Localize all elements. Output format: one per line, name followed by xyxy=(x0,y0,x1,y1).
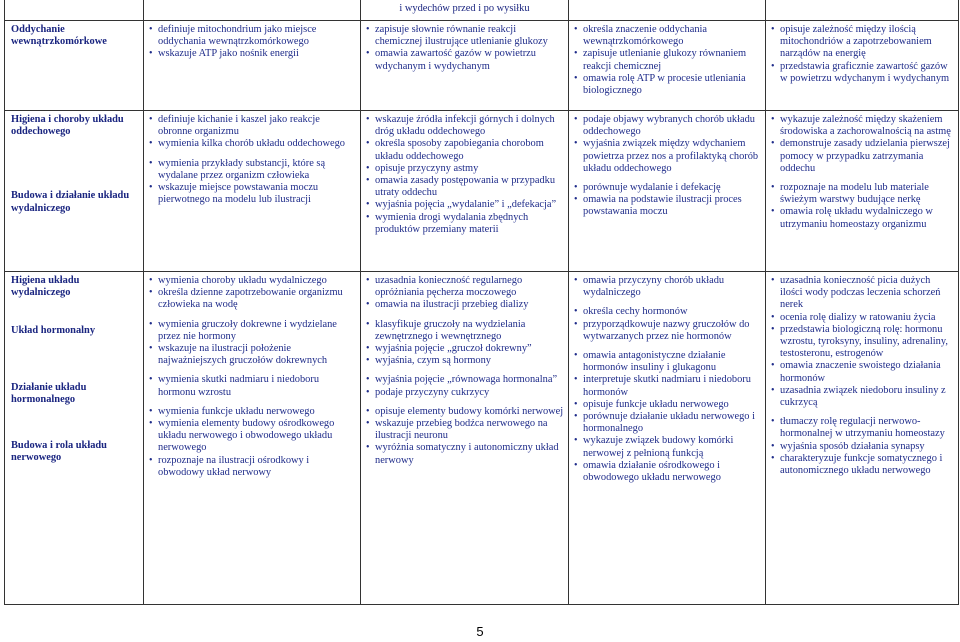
list-item: • rozpoznaje na ilustracji ośrodkowy i obwodowy układ nerwowy xyxy=(149,455,356,479)
list-item: • uzasadnia konieczność picia dużych ilości wody podczas leczenia schorzeń nerek xyxy=(771,275,954,312)
page-number: 5 xyxy=(476,624,484,639)
list-item: • wskazuje przebieg bodźca nerwowego na ilustracji neuronu xyxy=(366,418,564,442)
curriculum-table xyxy=(4,0,959,605)
list-item: • wskazuje na ilustracji położenie najważniejszych gruczołów dokrewnych xyxy=(149,343,356,367)
list-item: • wskazuje ATP jako nośnik energii xyxy=(149,48,356,60)
table-row xyxy=(5,272,959,605)
list-spacer xyxy=(149,399,356,406)
list-spacer xyxy=(366,312,564,319)
topic-title: Oddychanie wewnątrzkomórkowe xyxy=(11,24,107,48)
list-item: • definiuje kichanie i kaszel jako reakcje obronne organizmu xyxy=(149,114,356,138)
list-item: • wyjaśnia pojęcie „gruczoł dokrewny” xyxy=(366,343,564,355)
list-item: • omawia na podstawie ilustracji proces powstawania moczu xyxy=(574,194,761,218)
list-item: • omawia działanie ośrodkowego i obwodowego układu nerwowego xyxy=(574,460,761,484)
list-spacer xyxy=(366,399,564,406)
list-item: • wymienia drogi wydalania zbędnych produktów przemiany materii xyxy=(366,212,564,236)
list-item: • wymienia przykłady substancji, które są wydalane przez organizm człowieka xyxy=(149,158,356,182)
list-item: • opisuje przyczyny astmy xyxy=(366,163,564,175)
topic-title: Budowa i rola układu nerwowego xyxy=(11,440,107,464)
list-item: • określa znaczenie oddychania wewnątrzkomórkowego xyxy=(574,24,761,48)
list-item: • podaje przyczyny cukrzycy xyxy=(366,387,564,399)
requirement-list xyxy=(771,24,954,85)
list-item: • przyporządkowuje nazwy gruczołów do wytwarzanych przez nie hormonów xyxy=(574,319,761,343)
list-item: • demonstruje zasady udzielania pierwszej pomocy w przypadku zatrzymania oddechu xyxy=(771,138,954,175)
topic-title: Higiena i choroby układu oddechowego xyxy=(11,114,124,138)
requirement-list xyxy=(366,275,564,467)
list-spacer xyxy=(149,151,356,158)
requirements-cell xyxy=(569,111,766,272)
requirements-cell xyxy=(569,21,766,111)
list-spacer xyxy=(574,175,761,182)
requirements-cell xyxy=(569,272,766,605)
list-item: • określa cechy hormonów xyxy=(574,306,761,318)
requirements-cell xyxy=(766,111,959,272)
topic-cell xyxy=(5,272,144,605)
list-item: • wymienia gruczoły dokrewne i wydzielane przez nie hormony xyxy=(149,319,356,343)
table-row xyxy=(5,21,959,111)
requirement-list xyxy=(149,275,356,479)
requirement-list xyxy=(366,24,564,73)
topic-title: Działanie układu hormonalnego xyxy=(11,381,87,405)
requirements-cell xyxy=(361,111,569,272)
list-item: • opisuje elementy budowy komórki nerwowej xyxy=(366,406,564,418)
list-spacer xyxy=(149,367,356,374)
topic-title: Higiena układu wydalniczego xyxy=(11,275,80,299)
list-spacer xyxy=(574,343,761,350)
header-cell: i wydechów przed i po wysiłku xyxy=(361,0,569,21)
requirement-list xyxy=(574,114,761,219)
requirement-list xyxy=(771,114,954,231)
table-row xyxy=(5,111,959,272)
list-item: • przedstawia graficznie zawartość gazów w powietrzu wdychanym i wydychanym xyxy=(771,61,954,85)
list-item: • omawia znaczenie swoistego działania hormonów xyxy=(771,360,954,384)
list-item: • porównuje działanie układu nerwowego i hormonalnego xyxy=(574,411,761,435)
list-item: • wykazuje zależność między skażeniem środowiska a zachorowalnością na astmę xyxy=(771,114,954,138)
list-item: • wymienia funkcje układu nerwowego xyxy=(149,406,356,418)
list-item: • podaje objawy wybranych chorób układu oddechowego xyxy=(574,114,761,138)
list-item: • ocenia rolę dializy w ratowaniu życia xyxy=(771,312,954,324)
list-item: • wyjaśnia związek między wdychaniem powietrza przez nos a profilaktyką chorób układu oddechowego xyxy=(574,138,761,175)
list-item: • wyjaśnia pojęcie „równowaga hormonalna” xyxy=(366,374,564,386)
list-item: • określa sposoby zapobiegania chorobom układu oddechowego xyxy=(366,138,564,162)
list-item: • tłumaczy rolę regulacji nerwowo-hormonalnej w utrzymaniu homeostazy xyxy=(771,416,954,440)
list-item: • uzasadnia konieczność regularnego opróżniania pęcherza moczowego xyxy=(366,275,564,299)
header-row xyxy=(5,0,959,21)
requirements-cell xyxy=(144,21,361,111)
list-item: • wyjaśnia pojęcia „wydalanie” i „defekacja” xyxy=(366,199,564,211)
list-item: • wykazuje związek budowy komórki nerwowej z pełnioną funkcją xyxy=(574,435,761,459)
list-item: • omawia rolę ATP w procesie utleniania biologicznego xyxy=(574,73,761,97)
list-spacer xyxy=(771,175,954,182)
list-item: • wskazuje miejsce powstawania moczu pierwotnego na modelu lub ilustracji xyxy=(149,182,356,206)
list-item: • wskazuje źródła infekcji górnych i dolnych dróg układu oddechowego xyxy=(366,114,564,138)
requirements-cell xyxy=(144,111,361,272)
list-item: • wymienia choroby układu wydalniczego xyxy=(149,275,356,287)
list-item: • wyróżnia somatyczny i autonomiczny układ nerwowy xyxy=(366,442,564,466)
list-item: • przedstawia biologiczną rolę: hormonu wzrostu, tyroksyny, insuliny, adrenaliny, testosteronu, estrogenów xyxy=(771,324,954,361)
requirement-list xyxy=(574,275,761,484)
list-item: • omawia antagonistyczne działanie hormonów insuliny i glukagonu xyxy=(574,350,761,374)
list-item: • omawia rolę układu wydalniczego w utrzymaniu homeostazy organizmu xyxy=(771,206,954,230)
list-item: • wyjaśnia sposób działania synapsy xyxy=(771,441,954,453)
requirement-list xyxy=(771,275,954,477)
list-spacer xyxy=(574,299,761,306)
list-item: • zapisuje utlenianie glukozy równaniem reakcji chemicznej xyxy=(574,48,761,72)
list-item: • omawia na ilustracji przebieg dializy xyxy=(366,299,564,311)
list-item: • zapisuje słownie równanie reakcji chemicznej ilustrujące utlenianie glukozy xyxy=(366,24,564,48)
requirement-list xyxy=(366,114,564,236)
list-item: • wymienia kilka chorób układu oddechowego xyxy=(149,138,356,150)
list-item: • uzasadnia związek niedoboru insuliny z cukrzycą xyxy=(771,385,954,409)
list-item: • omawia zawartość gazów w powietrzu wdychanym i wydychanym xyxy=(366,48,564,72)
list-item: • charakteryzuje funkcje somatycznego i autonomicznego układu nerwowego xyxy=(771,453,954,477)
list-item: • porównuje wydalanie i defekację xyxy=(574,182,761,194)
requirement-list xyxy=(149,114,356,206)
topic-cell xyxy=(5,21,144,111)
requirements-cell xyxy=(766,21,959,111)
requirement-list xyxy=(149,24,356,61)
list-item: • wymienia skutki nadmiaru i niedoboru hormonu wzrostu xyxy=(149,374,356,398)
list-item: • omawia przyczyny chorób układu wydalniczego xyxy=(574,275,761,299)
list-spacer xyxy=(771,409,954,416)
list-item: • opisuje zależność między ilością mitochondriów a zapotrzebowaniem narządów na energię xyxy=(771,24,954,61)
topic-cell xyxy=(5,111,144,272)
list-item: • wymienia elementy budowy ośrodkowego układu nerwowego i obwodowego układu nerwowego xyxy=(149,418,356,455)
requirements-cell xyxy=(766,272,959,605)
list-spacer xyxy=(366,367,564,374)
list-item: • opisuje funkcje układu nerwowego xyxy=(574,399,761,411)
requirement-list xyxy=(574,24,761,97)
topic-title: Budowa i działanie układu wydalniczego xyxy=(11,190,130,214)
requirements-cell xyxy=(361,272,569,605)
requirements-cell xyxy=(144,272,361,605)
list-item: • wyjaśnia, czym są hormony xyxy=(366,355,564,367)
list-item: • definiuje mitochondrium jako miejsce oddychania wewnątrzkomórkowego xyxy=(149,24,356,48)
list-item: • klasyfikuje gruczoły na wydzielania zewnętrznego i wewnętrznego xyxy=(366,319,564,343)
list-item: • interpretuje skutki nadmiaru i niedoboru hormonów xyxy=(574,374,761,398)
requirements-cell xyxy=(361,21,569,111)
list-item: • określa dzienne zapotrzebowanie organizmu człowieka na wodę xyxy=(149,287,356,311)
list-item: • omawia zasady postępowania w przypadku utraty oddechu xyxy=(366,175,564,199)
list-spacer xyxy=(149,312,356,319)
list-item: • rozpoznaje na modelu lub materiale świeżym warstwy budujące nerkę xyxy=(771,182,954,206)
topic-title: Układ hormonalny xyxy=(11,325,96,337)
